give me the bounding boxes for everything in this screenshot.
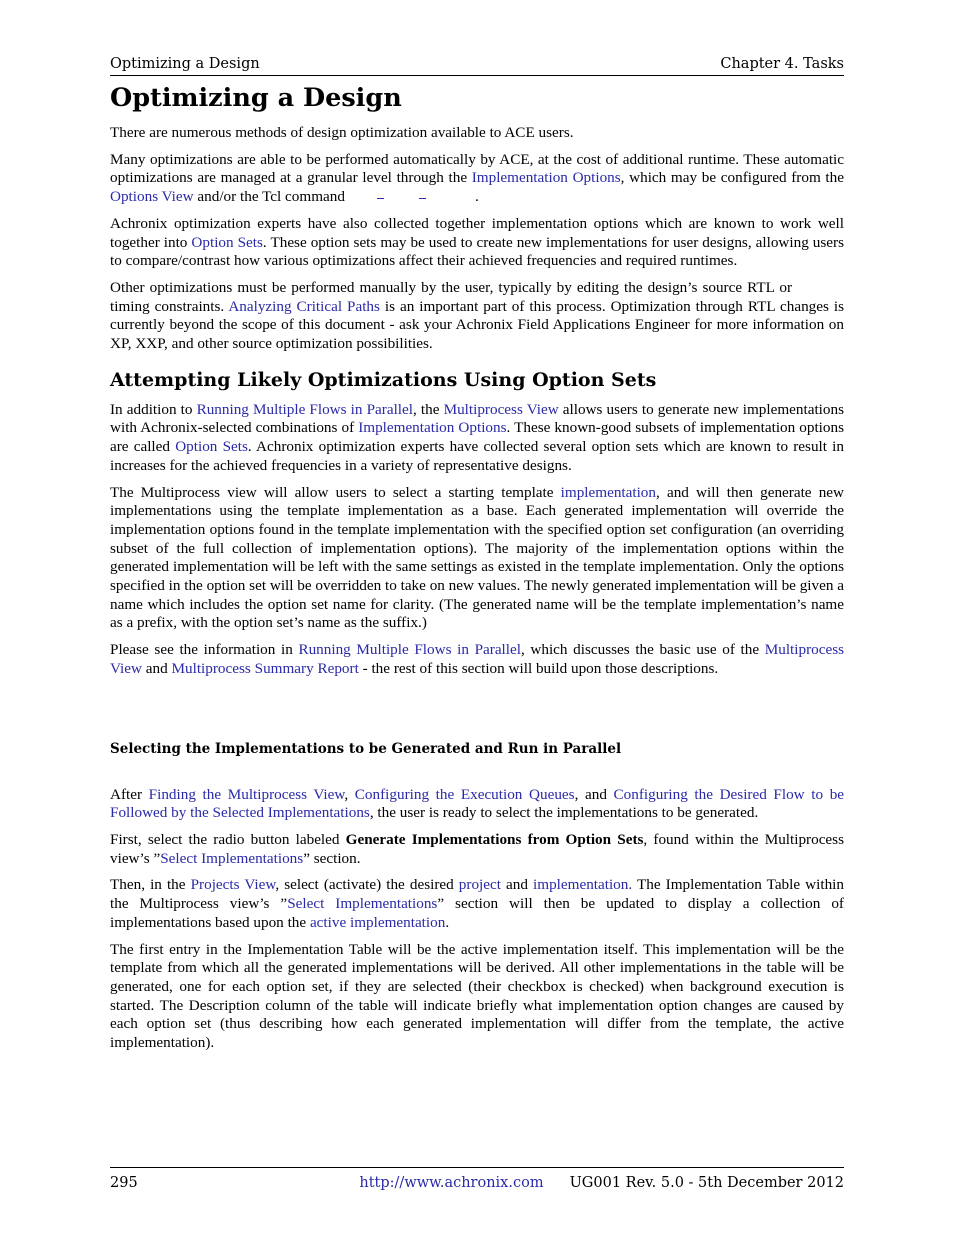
link-project[interactable]: project	[458, 876, 501, 894]
intro-paragraph-1: There are numerous methods of design optimization available to ACE users.	[110, 124, 574, 141]
link-projects-view[interactable]: Projects View	[190, 876, 276, 894]
document-revision: UG001 Rev. 5.0 - 5th December 2012	[569, 1175, 844, 1191]
page-number: 295	[110, 1175, 138, 1191]
link-implementation[interactable]: implementation	[560, 483, 656, 501]
link-multiprocess-view[interactable]: Multiprocess View	[110, 641, 845, 677]
radio-button-label: Generate Implementations from Option Sets	[345, 830, 644, 848]
intro-paragraph-4: Other optimizations must be performed manually by the user, typically by editing the design’s source RTL ortiming constraints. Analyzing Critical Paths is an important part of this process. Optimization through RTL changes is currently beyond the scope of this document - ask your Achronix Field Applications Engineer for more information on XP, XXP, and other source optimization possibilities.	[110, 278, 844, 353]
link-implementation[interactable]: implementation.	[533, 876, 633, 894]
link-multiprocess-summary-report[interactable]: Multiprocess Summary Report	[171, 659, 359, 677]
link-active-implementation[interactable]: active implementation	[309, 913, 446, 931]
page-title: Optimizing a Design	[110, 83, 402, 113]
footer-right	[359, 1174, 844, 1192]
section-paragraph-1: In addition to Running Multiple Flows in Parallel, the Multiprocess View allows users to generate new implementations with Achronix-selected combinations of Implementation Options. These known-good subsets of implementation options are called Option Sets. Achronix optimization experts have collected several option sets which are known to result in increases for the achieved frequencies in a variety of representative designs.	[110, 400, 845, 474]
subsection-paragraph-1: After Finding the Multiprocess View, Configuring the Execution Queues, and Configuring the Desired Flow to be Followed by the Selected Implementations, the user is ready to select the implementations to be generated.	[110, 785, 845, 822]
section-heading: Attempting Likely Optimizations Using Option Sets	[110, 368, 657, 391]
link-implementation-options[interactable]: Implementation Options	[471, 169, 621, 187]
link-select-implementations[interactable]: Select Implementations	[160, 849, 304, 867]
header-section-title: Optimizing a Design	[110, 56, 260, 72]
intro-paragraph-3: Achronix optimization experts have also collected together implementation options which are known to work well together into Option Sets. These option sets may be used to create new implementations for user designs, allowing users to compare/contrast how various optimizations affect their achieved frequencies and required runtimes.	[110, 214, 844, 270]
section-paragraph-3: Please see the information in Running Multiple Flows in Parallel, which discusses the basic use of the Multiprocess View and Multiprocess Summary Report - the rest of this section will build upon those descriptions.	[110, 641, 845, 677]
intro-paragraph-2: Many optimizations are able to be performed automatically by ACE, at the cost of additional runtime. These automatic optimizations are managed at a granular level through the Implementation Options, which may be configured from the Options View and/or the Tcl command .	[110, 150, 844, 206]
link-analyzing-critical-paths[interactable]: Analyzing Critical Paths	[228, 297, 380, 315]
link-implementation-options[interactable]: Implementation Options	[358, 419, 507, 437]
link-options-view[interactable]: Options View	[110, 188, 194, 206]
link-configuring-execution-queues[interactable]: Configuring the Execution Queues	[354, 785, 575, 803]
link-running-multiple-flows[interactable]: Running Multiple Flows in Parallel	[298, 641, 521, 659]
page-content	[110, 82, 844, 1061]
link-option-sets[interactable]: Option Sets	[191, 233, 263, 251]
running-footer	[110, 1167, 844, 1192]
link-option-sets[interactable]: Option Sets	[175, 438, 248, 456]
link-select-implementations[interactable]: Select Implementations	[287, 895, 438, 913]
section-paragraph-2: The Multiprocess view will allow users to select a starting template implementation, and will then generate new implementations using the template implementation as a base. Each generated implementation will override the implementation options found in the template implementation with the specified option set configuration (an overriding subset of the full collection of implementation options). The majority of the implementation options within the generated implementation will be left with the same settings as existed in the template implementation. Only the options specified in the option set will be overridden to take on new values. The newly generated implementation will be given a name which includes the option set name for clarity. (The generated name will be the template implementation’s name as a prefix, with the option set’s name as the suffix.)	[110, 483, 844, 632]
footer-url-link[interactable]: http://www.achronix.com	[359, 1175, 544, 1191]
running-header	[110, 55, 844, 76]
link-finding-multiprocess-view[interactable]: Finding the Multiprocess View	[148, 785, 345, 803]
subsection-heading: Selecting the Implementations to be Generated and Run in Parallel	[110, 740, 622, 757]
subsection-paragraph-3: Then, in the Projects View, select (activate) the desired project and implementation. The Implementation Table within the Multiprocess view’s ”Select Implementations” section will then be updated to display a collection of implementations based upon the active implementation.	[110, 876, 844, 931]
subsection-paragraph-4: The first entry in the Implementation Table will be the active implementation itself. This implementation will be the template from which all the generated implementations will be derived. All other implementations in the table will be generated, one for each option set, if they are selected (their checkbox is checked) when background execution is started. The Description column of the table will indicate briefly what implementation option changes are caused by each option set (thus describing how each generated implementation will differ from the template, the active implementation).	[110, 940, 844, 1052]
link-multiprocess-view[interactable]: Multiprocess View	[443, 400, 559, 418]
link-configuring-desired-flow[interactable]: Configuring the Desired Flow to be Followed by the Selected Implementations	[110, 785, 845, 822]
link-running-multiple-flows[interactable]: Running Multiple Flows in Parallel	[196, 400, 413, 418]
header-chapter: Chapter 4. Tasks	[720, 56, 844, 72]
subsection-paragraph-2: First, select the radio button labeled Generate Implementations from Option Sets, found within the Multiprocess view’s ”Select Implementations” section.	[110, 830, 844, 867]
